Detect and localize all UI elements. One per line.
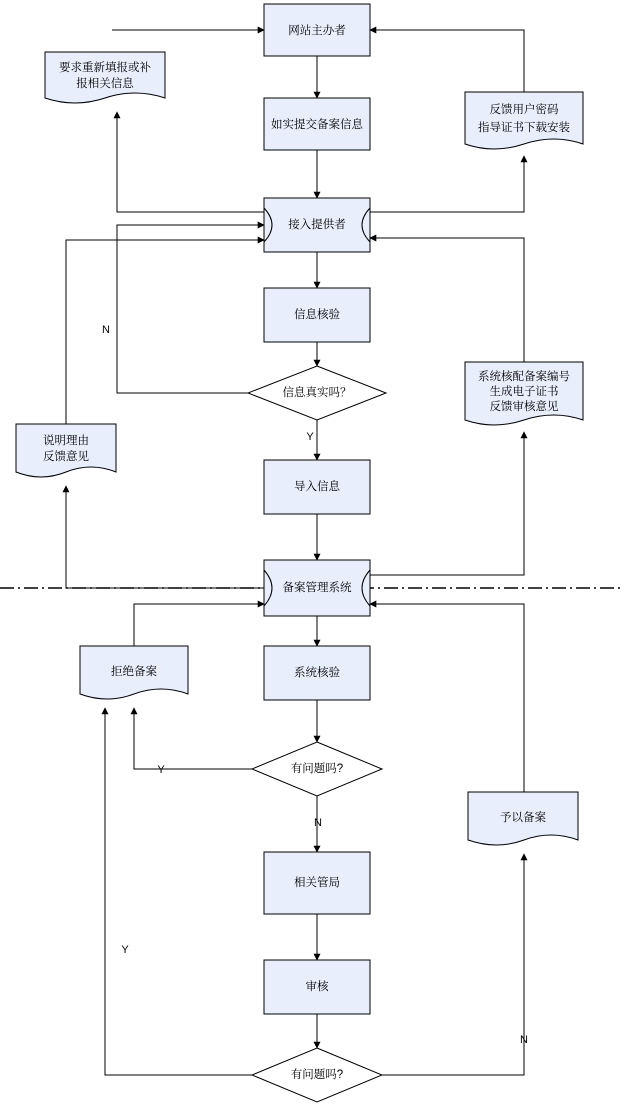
edge-system-to-explain — [66, 486, 264, 588]
edge-system-to-assign — [370, 432, 524, 575]
node-explain-reason-label-line1: 说明理由 — [43, 435, 89, 448]
node-filing-management-system-label: 备案管理系统 — [282, 582, 352, 595]
edge-reject-to-system — [134, 604, 264, 646]
node-system-assign-number-label-line2: 生成电子证书 — [489, 386, 559, 399]
node-grant-filing-label: 予以备案 — [500, 812, 546, 825]
node-reject-filing-label: 拒绝备案 — [111, 666, 157, 679]
edge-problem2-no-to-grant — [382, 854, 524, 1075]
node-system-verification-label: 系统核验 — [294, 667, 340, 680]
node-access-provider[interactable] — [264, 198, 370, 252]
node-info-verification-label: 信息核验 — [294, 309, 340, 322]
node-website-sponsor-label: 网站主办者 — [288, 25, 346, 38]
node-explain-reason-label-line2: 反馈意见 — [43, 451, 89, 464]
node-relevant-authority[interactable] — [264, 852, 370, 914]
node-relevant-authority-label: 相关管局 — [294, 877, 340, 890]
edge-problem1-yes-to-reject — [134, 708, 252, 769]
node-has-problem-1[interactable] — [252, 742, 382, 796]
edge-assign-to-access — [370, 238, 524, 362]
node-system-verification[interactable] — [264, 646, 370, 700]
edge-access-to-feedback — [370, 156, 524, 212]
node-audit[interactable] — [264, 960, 370, 1014]
edge-label-n-right: N — [520, 1033, 528, 1046]
node-website-sponsor[interactable] — [264, 4, 370, 56]
node-access-provider-label: 接入提供者 — [288, 219, 346, 232]
node-audit-label: 审核 — [305, 981, 329, 994]
edge-decision-no-to-access — [117, 225, 264, 393]
node-import-info[interactable] — [264, 460, 370, 514]
node-is-info-true[interactable] — [248, 366, 386, 420]
node-request-refile-label-line2: 报相关信息 — [76, 78, 134, 91]
node-system-assign-number-label-line3: 反馈审核意见 — [489, 401, 559, 414]
edge-access-to-request-refile — [117, 112, 264, 212]
node-grant-filing[interactable] — [468, 792, 578, 845]
node-import-info-label: 导入信息 — [294, 481, 340, 494]
node-submit-filing-info[interactable] — [264, 98, 370, 150]
edge-label-y-center: Y — [306, 430, 314, 443]
node-has-problem-2[interactable] — [252, 1048, 382, 1102]
node-feedback-password-label-line1: 反馈用户密码 — [489, 104, 559, 117]
node-filing-management-system[interactable] — [264, 560, 370, 616]
node-has-problem-2-label: 有问题吗? — [290, 1069, 344, 1082]
node-reject-filing[interactable] — [80, 646, 188, 699]
edge-feedback-to-sponsor — [370, 30, 524, 92]
node-submit-filing-info-label: 如实提交备案信息 — [271, 119, 363, 132]
edge-label-y-left: Y — [157, 763, 165, 776]
edges-layer — [0, 30, 621, 1075]
node-info-verification[interactable] — [264, 288, 370, 342]
node-system-assign-number-label-line1: 系统核配备案编号 — [478, 371, 570, 384]
edge-label-y-lower: Y — [121, 943, 129, 956]
edge-label-n-left: N — [102, 323, 110, 336]
node-is-info-true-label: 信息真实吗？ — [282, 387, 352, 400]
node-has-problem-1-label: 有问题吗? — [290, 763, 344, 776]
node-feedback-password-label-line2: 指导证书下载安装 — [478, 122, 570, 135]
edge-explain-to-access-left — [66, 240, 264, 424]
edge-grant-to-system — [370, 604, 524, 792]
node-request-refile-label-line1: 要求重新填报或补 — [59, 62, 151, 75]
edge-problem2-yes-to-reject — [105, 708, 252, 1075]
node-request-refile[interactable] — [0, 0, 165, 103]
edge-label-n-mid: N — [314, 816, 322, 829]
